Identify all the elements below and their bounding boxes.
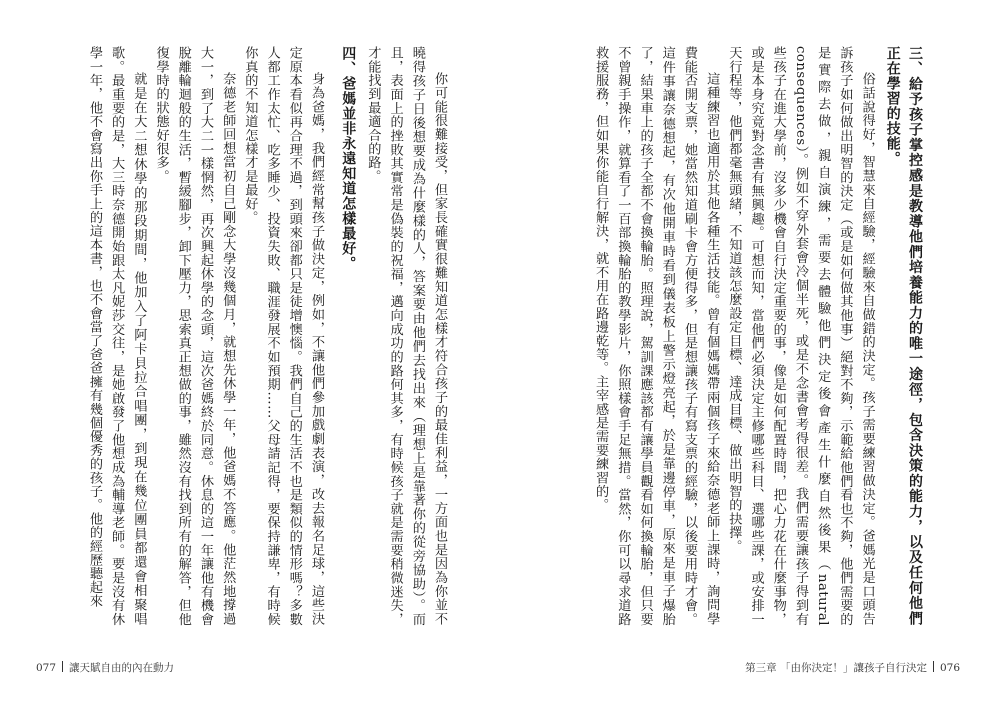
- footer-divider: [62, 661, 63, 672]
- paragraph: 你可能很難接受，但家長確實很難知道怎樣才符合孩子的最佳利益，一方面也是因為你並不曉得孩子日後想要成為什麼樣的人，答案要由他們去找出來（理想上是靠著你的從旁協助）。而且，表面上的挫敗其實常是偽裝的祝福，邁向成功的路何其多，有時候孩子就是需要稍微迷失，才能找到最適合的路。: [365, 46, 447, 626]
- left-page-footer: [36, 660, 174, 675]
- right-page: [500, 0, 980, 710]
- page-number: 076: [939, 662, 960, 674]
- paragraph: 奈德老師回想當初自己剛念大學沒幾個月，就想先休學一年，他爸媽不答應。他茫然地撐過大一，到了大二一樣惘然，再次興起休學的念頭，這次爸媽終於同意。休息的這一年讓他有機會脫離輪迴般的生活，暫緩腳步，卸下壓力，思索真正想做的事，雖然沒有找到所有的解答，但他復學時的狀態好很多。: [153, 46, 236, 626]
- section-heading-three: 三、給予孩子掌控感是教導他們培養能力的唯一途徑，包含決策的能力，以及任何他們正在學習的技能。: [884, 46, 923, 626]
- paragraph: 就是在大二想休學的那段期間，他加入了阿卡貝拉合唱團，到現在幾位團員都還會相聚唱歌。最重要的是，大三時奈德開始跟太凡妮莎交往，是她啟發了他想成為輔導老師。要是沒有休學一年，他不會寫出你手上的這本書，也不會當了爸爸擁有幾個優秀的孩子。他的經歷聽起來: [86, 46, 147, 626]
- section-heading-four: 四、爸媽並非永遠知道怎樣最好。: [340, 46, 357, 271]
- footer-divider: [933, 661, 934, 672]
- chapter-title: 第三章 「由你決定！」讓孩子自行決定: [745, 662, 927, 674]
- right-page-footer: [745, 660, 960, 675]
- page-number: 077: [36, 662, 57, 674]
- right-page-text: [560, 46, 926, 626]
- paragraph: 身為爸媽，我們經常幫孩子做決定，例如，不讓他們參加戲劇表演，改去報名足球，這些決定原本看似再合理不過，到頭來卻都只是徒增懊惱。我們自己的生活不也是類似的情形嗎？多數人都工作太忙、吃多睡少、投資失敗、職涯發展不如預期……父母請記得，要保持謙卑，有時候你真的不知道怎樣才是最好。: [242, 46, 324, 626]
- book-title: 讓天賦自由的內在動力: [69, 662, 175, 674]
- paragraph: 這種練習也適用於其他各種生活技能。曾有個媽媽帶兩個孩子來給奈德老師上課時，詢問學費能否開支票，她當然知道刷卡會方便得多，但是想讓孩子有寫支票的經驗，以後要用時才會。這件事讓奈德想起，有次他開車時看到儀表板上警示燈亮起，於是靠邊停車，原來是車子爆胎了，結果車上的孩子全都不會換輪胎。照理說，駕訓課應該都有讓學員觀看如何換輪胎，但只要不曾親手操作，就算看了一百部換輪胎的教學影片，你照樣會手足無措。當然，你可以尋求道路救援服務，但如果你能自行解決，就不用在路邊乾等。主宰感是需要練習的。: [593, 46, 720, 626]
- left-page-text: [38, 46, 450, 626]
- paragraph: 俗話說得好，智慧來自經驗，經驗來自做錯的決定。孩子需要練習做決定。爸媽光是口頭告訴孩子如何做出明智的決定（或是如何做其他事）絕對不夠，示範給他們看也不夠，他們需要的是實際去做，親自演練，需要去體驗他們決定後會產生什麼自然後果（natural consequences）。例如不穿外套會冷個半死，或是不念書會考得很差。我們需要讓孩子得到有些孩子在進大學前，沒多少機會自行決定重要的事，像是如何配置時間，把心力花在什麼事物，或是本身究竟對念書有無興趣。可想而知，當他們必須決定主修哪些科目、選哪些課，或安排一天行程等，他們都毫無頭緒，不知道該怎麼設定目標、達成目標、做出明智的抉擇。: [726, 46, 875, 626]
- left-page: [20, 0, 500, 710]
